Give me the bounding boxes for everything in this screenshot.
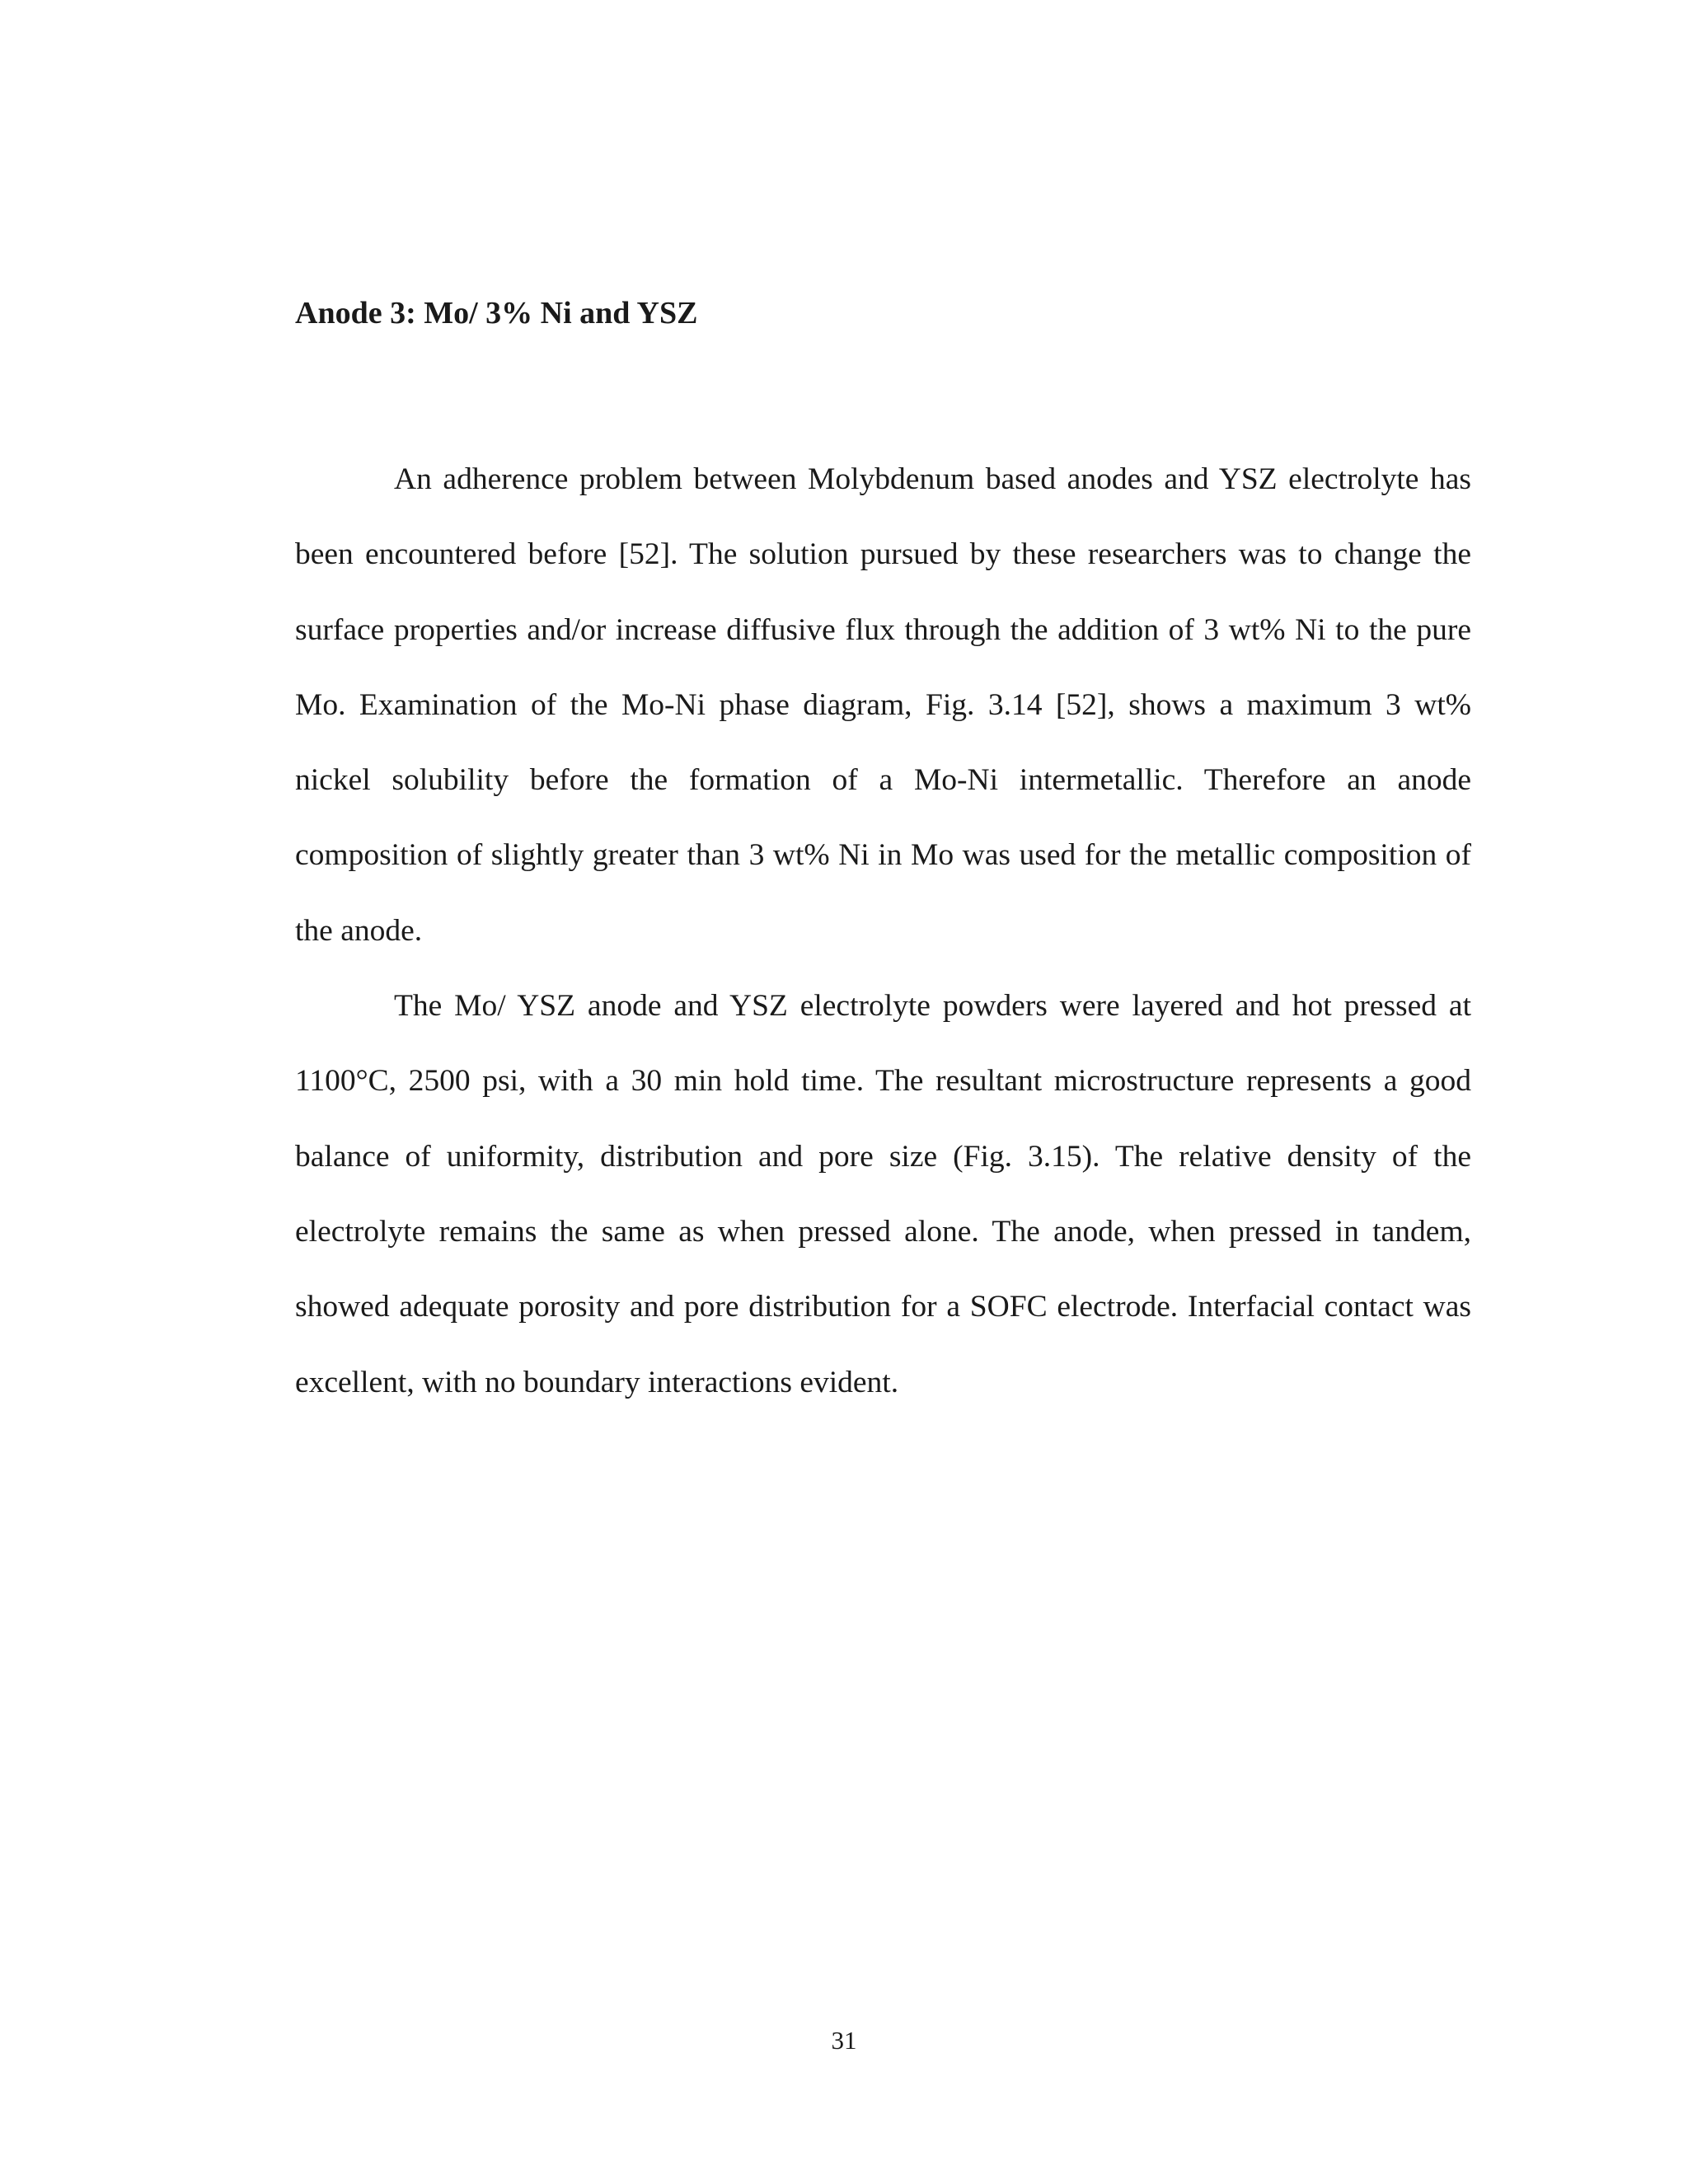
paragraph-hot-pressing: The Mo/ YSZ anode and YSZ electrolyte powders were layered and hot pressed at 1100°C, 2500 psi, with a 30 min hold time. The resultant microstructure represents a good balance of uniformity, distribution and pore size (Fig. 3.15). The relative density of the electrolyte remains the same as when pressed alone. The anode, when pressed in tandem, showed adequate porosity and pore distribution for a SOFC electrode. Interfacial contact was excellent, with no boundary interactions evident. — [295, 989, 1471, 1399]
section-heading: Anode 3: Mo/ 3% Ni and YSZ — [295, 296, 698, 330]
body-text — [295, 442, 1471, 1420]
page-number: 31 — [831, 2026, 857, 2055]
paragraph-adherence: An adherence problem between Molybdenum based anodes and YSZ electrolyte has been encountered before [52]. The solution pursued by these researchers was to change the surface properties and/or increase diffusive flux through the addition of 3 wt% Ni to the pure Mo. Examination of the Mo-Ni phase diagram, Fig. 3.14 [52], shows a maximum 3 wt% nickel solubility before the formation of a Mo-Ni intermetallic. Therefore an anode composition of slightly greater than 3 wt% Ni in Mo was used for the metallic composition of the anode. — [295, 462, 1471, 948]
